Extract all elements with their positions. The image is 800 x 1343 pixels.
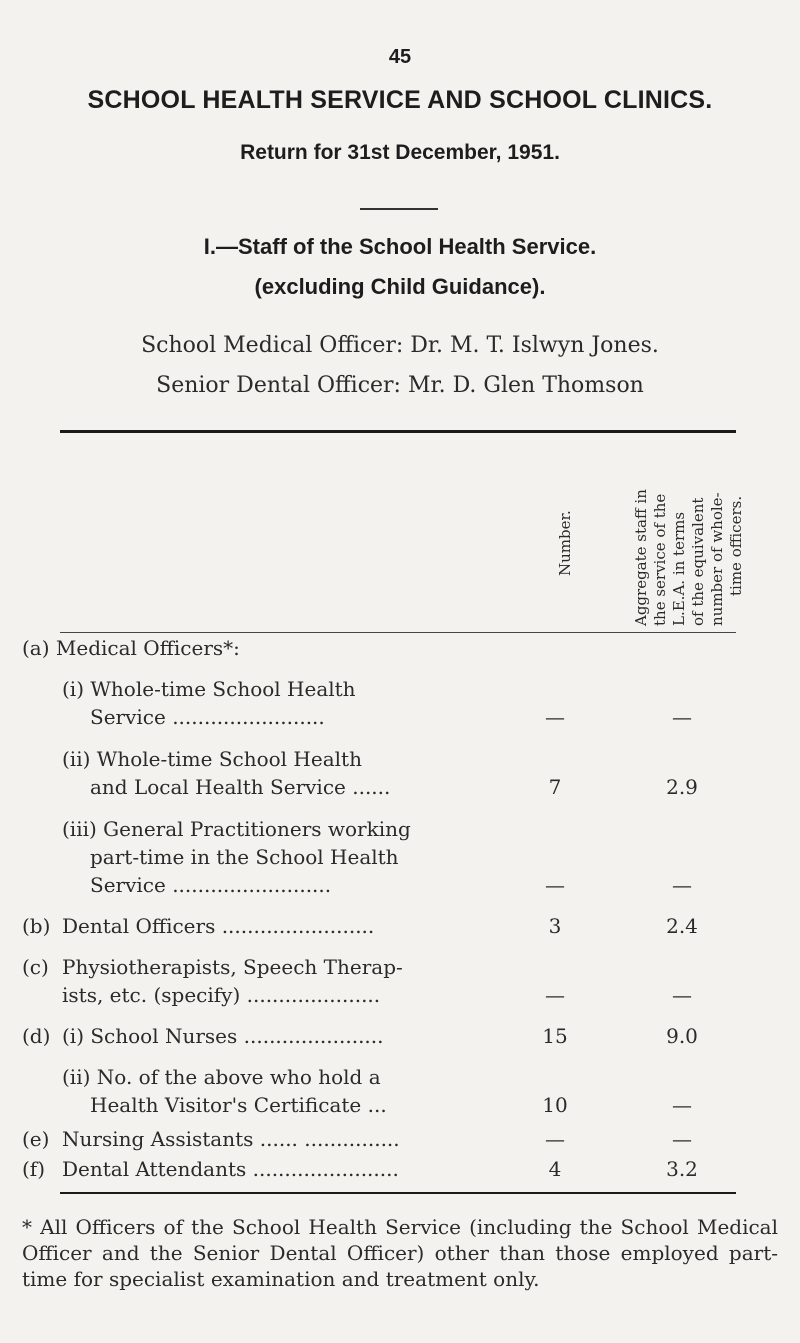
page-title: SCHOOL HEALTH SERVICE AND SCHOOL CLINICS.: [87, 86, 713, 114]
row-label-line2: part-time in the School Health: [90, 845, 399, 869]
row-label-line1: (i) Whole-time School Health: [62, 677, 356, 701]
page-number: 45: [388, 46, 412, 68]
aggregate-header-line5: number of whole-: [708, 492, 726, 626]
aggregate-cell: —: [672, 983, 692, 1007]
section-heading-line1: I.—Staff of the School Health Service.: [203, 234, 597, 259]
aggregate-cell: —: [672, 1127, 692, 1151]
number-cell: —: [545, 705, 565, 729]
school-medical-officer: School Medical Officer: Dr. M. T. Islwyn Jones.: [141, 333, 659, 358]
aggregate-cell: 9.0: [666, 1024, 698, 1048]
number-header-label: Number.: [556, 510, 574, 576]
row-letter: (c): [22, 955, 49, 979]
aggregate-header-line1: Aggregate staff in: [632, 489, 650, 626]
row-label-line3: Service .........................: [90, 873, 332, 897]
header-bottom-rule: [60, 632, 736, 633]
row-label-line2: Health Visitor's Certificate ...: [90, 1093, 387, 1117]
row-label-line2: Service ........................: [90, 705, 325, 729]
number-cell: —: [545, 1127, 565, 1151]
aggregate-cell: 2.4: [666, 914, 698, 938]
aggregate-cell: 3.2: [666, 1157, 698, 1181]
row-letter: (d): [22, 1024, 51, 1048]
table-bottom-rule: [60, 1192, 736, 1194]
row-label: Dental Officers ........................: [62, 914, 375, 938]
number-cell: —: [545, 873, 565, 897]
row-letter: (f): [22, 1157, 46, 1181]
aggregate-header-line3: L.E.A. in terms: [670, 511, 688, 626]
aggregate-cell: —: [672, 873, 692, 897]
row-label-line1: (ii) Whole-time School Health: [62, 747, 362, 771]
aggregate-cell: —: [672, 1093, 692, 1117]
aggregate-cell: 2.9: [666, 775, 698, 799]
row-label-line1: Physiotherapists, Speech Therap-: [62, 955, 403, 979]
row-letter: (e): [22, 1127, 50, 1151]
section-heading: [0, 227, 800, 307]
footnote: * All Officers of the School Health Service (including the School Medical Officer and the Senior Dental Officer) other than those employed part-time for specialist examination and treatment only.: [22, 1215, 778, 1291]
number-cell: 3: [548, 914, 562, 938]
number-cell: 7: [548, 775, 562, 799]
senior-dental-officer: Senior Dental Officer: Mr. D. Glen Thomson: [156, 373, 644, 398]
row-label: Nursing Assistants ...... ...............: [62, 1127, 400, 1151]
number-cell: 4: [548, 1157, 562, 1181]
row-label-line2: ists, etc. (specify) .....................: [62, 983, 381, 1007]
number-cell: 10: [542, 1093, 568, 1117]
number-cell: —: [545, 983, 565, 1007]
title-divider: [360, 208, 438, 210]
row-label: Dental Attendants .......................: [62, 1157, 399, 1181]
row-label-line2: and Local Health Service ......: [90, 775, 391, 799]
aggregate-header-line6: time officers.: [727, 495, 745, 596]
row-label-line1: (iii) General Practitioners working: [62, 817, 411, 841]
row-letter: (b): [22, 914, 51, 938]
number-cell: 15: [542, 1024, 568, 1048]
section-heading-line2: (excluding Child Guidance).: [254, 274, 546, 299]
row-label-line1: (ii) No. of the above who hold a: [62, 1065, 381, 1089]
return-date-subtitle: Return for 31st December, 1951.: [240, 141, 560, 164]
row-label: (i) School Nurses ......................: [62, 1024, 384, 1048]
aggregate-cell: —: [672, 705, 692, 729]
aggregate-header-line4: of the equivalent: [689, 497, 707, 626]
table-top-rule: [60, 430, 736, 433]
row-label: (a) Medical Officers*:: [22, 636, 240, 660]
aggregate-header-line2: the service of the: [651, 493, 669, 626]
